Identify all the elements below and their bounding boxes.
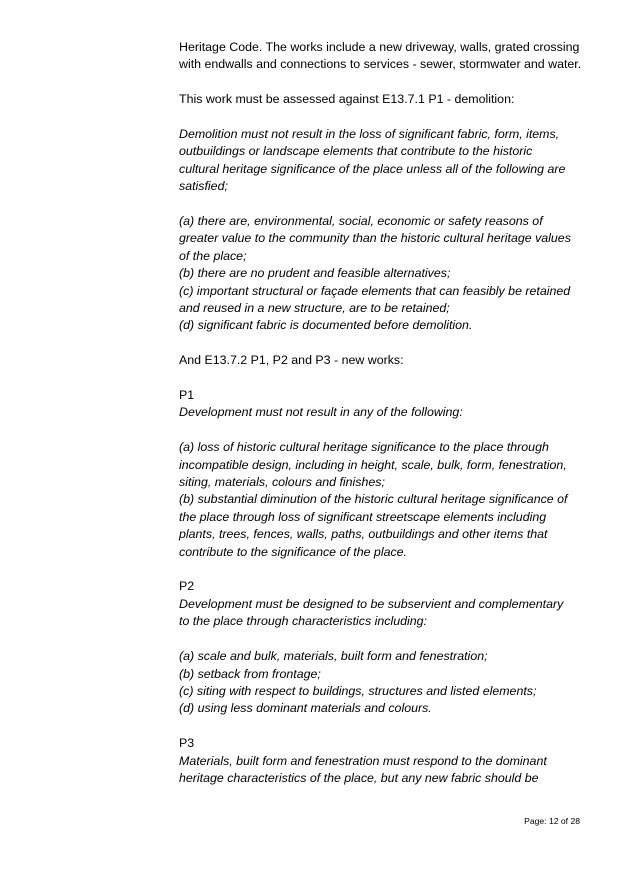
assess-demolition-line: This work must be assessed against E13.7.1 P1 - demolition: [179, 92, 515, 107]
assess-new-works-line: And E13.7.2 P1, P2 and P3 - new works: [179, 353, 404, 368]
p2-heading: P2 [179, 579, 195, 594]
intro-paragraph [179, 39, 589, 74]
spacer [179, 196, 589, 213]
p3-line: heritage characteristics of the place, but any new fabric should be [179, 770, 539, 785]
p2-intro [179, 596, 589, 631]
spacer [179, 422, 589, 439]
p1-items [179, 439, 589, 561]
p1-item-line: contribute to the significance of the place. [179, 544, 407, 559]
p2-item-line: (d) using less dominant materials and colours. [179, 701, 432, 716]
p3-line: Materials, built form and fenestration must respond to the dominant [179, 753, 547, 768]
page-body [179, 39, 589, 787]
p3-text [179, 753, 589, 788]
p1-item-line: incompatible design, including in height, scale, bulk, form, fenestration, [179, 457, 567, 472]
spacer [179, 370, 589, 387]
clause-line: Demolition must not result in the loss of significant fabric, form, items, [179, 127, 560, 141]
p1-item-line: the place through loss of significant streetscape elements including [179, 509, 547, 524]
demolition-conditions [179, 213, 589, 335]
condition-line: greater value to the community than the historic cultural heritage values [179, 231, 571, 246]
condition-line: (d) significant fabric is documented before demolition. [179, 318, 473, 333]
p2-item-line: (a) scale and bulk, materials, built form and fenestration; [179, 649, 488, 664]
spacer [179, 74, 589, 91]
spacer [179, 631, 589, 648]
demolition-clause [179, 126, 589, 196]
p2-item-line: (b) setback from frontage; [179, 666, 321, 681]
condition-line: (a) there are, environmental, social, economic or safety reasons of [179, 214, 543, 229]
p3-heading: P3 [179, 736, 195, 751]
condition-line: of the place; [179, 248, 247, 263]
p2-intro-line: Development must be designed to be subservient and complementary [179, 596, 564, 611]
condition-line: (b) there are no prudent and feasible alternatives; [179, 266, 451, 281]
p2-item-line: (c) siting with respect to buildings, structures and listed elements; [179, 683, 537, 698]
condition-line: and reused in a new structure, are to be retained; [179, 301, 450, 316]
intro-line: Heritage Code. The works include a new driveway, walls, grated crossing [179, 40, 580, 54]
p2-items [179, 648, 589, 718]
p1-item-line: plants, trees, fences, walls, paths, outbuildings and other items that [179, 527, 548, 542]
clause-line: cultural heritage significance of the place unless all of the following are [179, 161, 566, 176]
page-number: Page: 12 of 28 [524, 816, 580, 826]
spacer [179, 718, 589, 735]
p1-item-line: siting, materials, colours and finishes; [179, 475, 385, 490]
p2-intro-line: to the place through characteristics including: [179, 614, 427, 629]
spacer [179, 109, 589, 126]
p1-intro: Development must not result in any of the following: [179, 405, 463, 420]
p1-heading: P1 [179, 388, 195, 403]
p1-item-line: (a) loss of historic cultural heritage significance to the place through [179, 440, 549, 455]
spacer [179, 335, 589, 352]
clause-line: satisfied; [179, 179, 228, 194]
condition-line: (c) important structural or façade elements that can feasibly be retained [179, 283, 571, 298]
p1-item-line: (b) substantial diminution of the historic cultural heritage significance of [179, 492, 568, 507]
clause-line: outbuildings or landscape elements that contribute to the historic [179, 144, 533, 159]
intro-line: with endwalls and connections to services - sewer, stormwater and water. [179, 57, 582, 72]
spacer [179, 561, 589, 578]
